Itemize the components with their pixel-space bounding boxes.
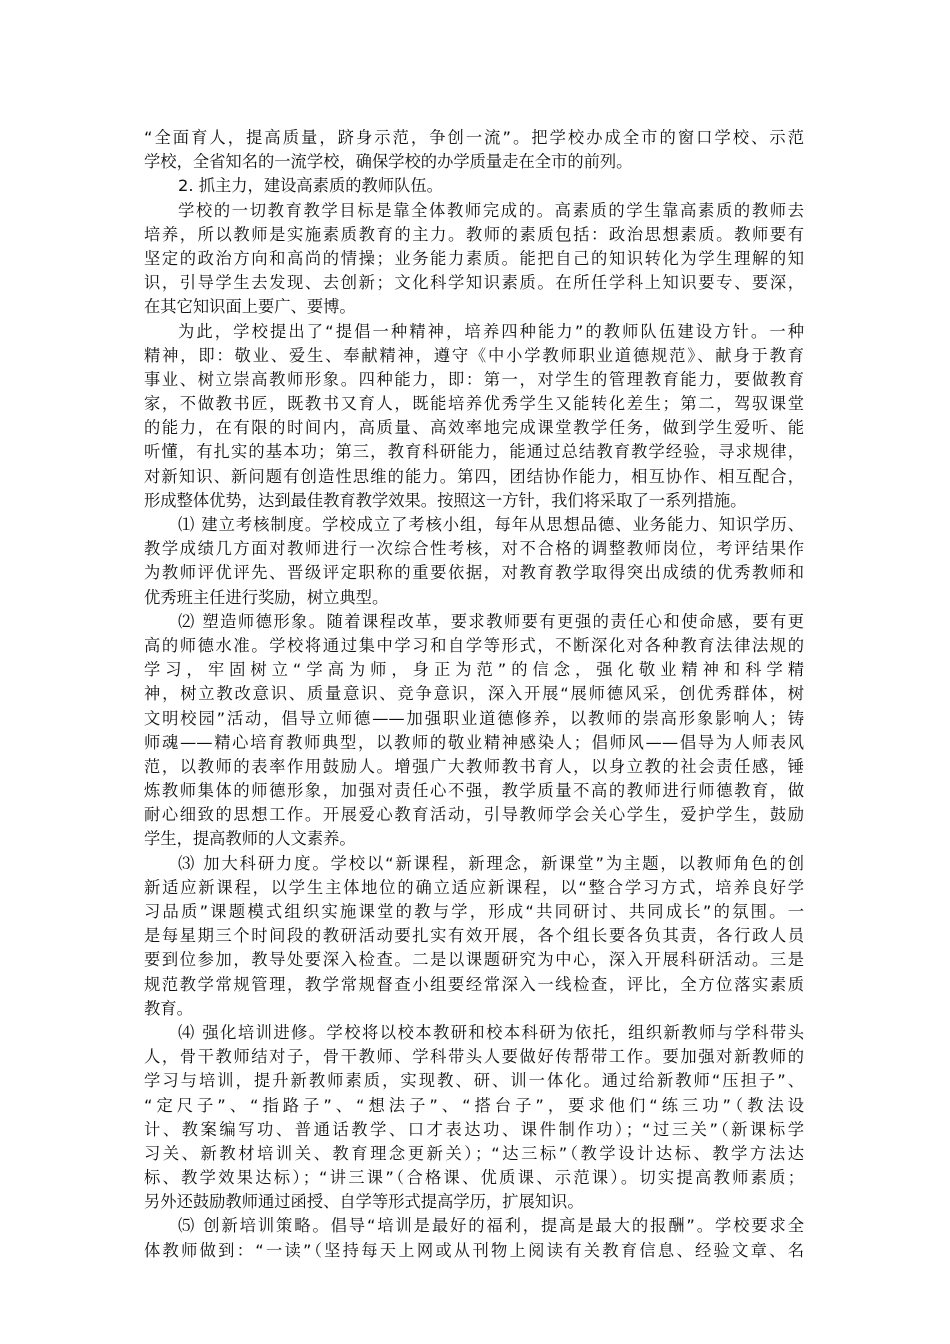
text-line: 是每星期三个时间段的教研活动要扎实有效开展，各个组长要各负其责，各行政人员	[144, 926, 804, 946]
document-body	[144, 126, 804, 1263]
text-line: ⑷ 强化培训进修。学校将以校本教研和校本科研为依托，组织新教师与学科带头	[178, 1022, 804, 1042]
text-line: 学生，提高教师的人文素养。	[144, 829, 356, 849]
section-heading: 2. 抓主力，建设高素质的教师队伍。	[178, 176, 443, 196]
text-line: 新适应新课程，以学生主体地位的确立适应新课程，以“整合学习方式，培养良好学	[144, 877, 804, 897]
text-line: 为此，学校提出了“提倡一种精神，培养四种能力”的教师队伍建设方针。一种	[178, 321, 804, 341]
text-line: ⑸ 创新培训策略。倡导“培训是最好的福利，提高是最大的报酬”。学校要求全	[178, 1216, 804, 1236]
text-line: “定尺子”、“指路子”、“想法子”、“搭台子”，要求他们“练三功”（教法设	[144, 1095, 804, 1115]
text-line: 人，骨干教师结对子，骨干教师、学科带头人要做好传帮带工作。要加强对新教师的	[144, 1047, 804, 1067]
text-line: 优秀班主任进行奖励，树立典型。	[144, 587, 389, 607]
text-line: 师魂——精心培育教师典型，以教师的敬业精神感染人；倡师风——倡导为人师表风	[144, 732, 804, 752]
text-line: 学习与培训，提升新教师素质，实现教、研、训一体化。通过给新教师“压担子”、	[144, 1071, 804, 1091]
text-line: 标、教学效果达标）；“讲三课”（合格课、优质课、示范课）。切实提高教师素质；	[144, 1168, 804, 1188]
text-line: 在其它知识面上要广、要博。	[144, 297, 356, 317]
text-line: 文明校园”活动，倡导立师德——加强职业道德修养，以教师的崇高形象影响人；铸	[144, 708, 804, 728]
text-line: 形成整体优势，达到最佳教育教学效果。按照这一方针，我们将采取了一系列措施。	[144, 490, 747, 510]
text-line: 培养，所以教师是实施素质教育的主力。教师的素质包括：政治思想素质。教师要有	[144, 224, 804, 244]
text-line: 坚定的政治方向和高尚的情操；业务能力素质。能把自己的知识转化为学生理解的知	[144, 248, 804, 268]
text-line: 范，以教师的表率作用鼓励人。增强广大教师教书育人，以身立教的社会责任感，锤	[144, 756, 804, 776]
text-line: 对新知识、新问题有创造性思维的能力。第四，团结协作能力，相互协作、相互配合，	[144, 466, 804, 486]
text-line: 高的师德水准。学校将通过集中学习和自学等形式，不断深化对各种教育法律法规的	[144, 635, 804, 655]
text-line: 学校，全省知名的一流学校，确保学校的办学质量走在全市的前列。	[144, 152, 633, 172]
text-line: ⑴ 建立考核制度。学校成立了考核小组，每年从思想品德、业务能力、知识学历、	[178, 515, 804, 534]
text-line: 家，不做教书匠，既教书又育人，既能培养优秀学生又能转化差生；第二，驾驭课堂	[144, 394, 804, 414]
text-line: “全面育人，提高质量，跻身示范，争创一流”。把学校办成全市的窗口学校、示范	[144, 128, 804, 147]
text-line: 耐心细致的思想工作。开展爱心教育活动，引导教师学会关心学生，爱护学生，鼓励	[144, 805, 804, 825]
text-line: 精神，即：敬业、爱生、奉献精神，遵守《中小学教师职业道德规范》、献身于教育	[144, 345, 804, 365]
text-line: 学校的一切教育教学目标是靠全体教师完成的。高素质的学生靠高素质的教师去	[178, 200, 804, 220]
text-line: 的能力，在有限的时间内，高质量、高效率地完成课堂教学任务，做到学生爱听、能	[144, 418, 804, 438]
text-line: 规范教学常规管理，教学常规督查小组要经常深入一线检查，评比，全方位落实素质	[144, 974, 804, 994]
text-line: 要到位参加，教导处要深入检查。二是以课题研究为中心，深入开展科研活动。三是	[144, 950, 804, 970]
text-line: 计、教案编写功、普通话教学、口才表达功、课件制作功）；“过三关”（新课标学	[144, 1119, 804, 1139]
text-line: 炼教师集体的师德形象，加强对责任心不强，教学质量不高的教师进行师德教育，做	[144, 781, 804, 801]
text-line: 为教师评优评先、晋级评定职称的重要依据，对教育教学取得突出成绩的优秀教师和	[144, 563, 804, 583]
text-line: 习品质”课题模式组织实施课堂的教与学，形成“共同研讨、共同成长”的氛围。一	[144, 902, 804, 921]
text-line: ⑶ 加大科研力度。学校以“新课程，新理念，新课堂”为主题，以教师角色的创	[178, 853, 804, 873]
text-line: 识，引导学生去发现、去创新；文化科学知识素质。在所任学科上知识要专、要深，	[144, 273, 804, 293]
text-line: 习关、新教材培训关、教育理念更新关）；“达三标”（教学设计达标、教学方法达	[144, 1143, 804, 1163]
text-line: 教学成绩几方面对教师进行一次综合性考核，对不合格的调整教师岗位，考评结果作	[144, 539, 804, 559]
text-line: 听懂，有扎实的基本功；第三，教育科研能力，能通过总结教育教学经验，寻求规律，	[144, 442, 804, 462]
text-line: 事业、树立崇高教师形象。四种能力，即：第一，对学生的管理教育能力，要做教育	[144, 369, 804, 389]
text-line: 神，树立教改意识、质量意识、竞争意识，深入开展“展师德风采，创优秀群体，树	[144, 684, 804, 704]
text-line: 体教师做到：“一读”（坚持每天上网或从刊物上阅读有关教育信息、经验文章、名	[144, 1240, 804, 1260]
text-line: 教育。	[144, 998, 193, 1018]
text-line: 学习，牢固树立“学高为师，身正为范”的信念，强化敬业精神和科学精	[144, 660, 804, 680]
text-line: ⑵ 塑造师德形象。随着课程改革，要求教师要有更强的责任心和使命感，要有更	[178, 611, 804, 631]
text-line: 另外还鼓励教师通过函授、自学等形式提高学历，扩展知识。	[144, 1192, 584, 1212]
